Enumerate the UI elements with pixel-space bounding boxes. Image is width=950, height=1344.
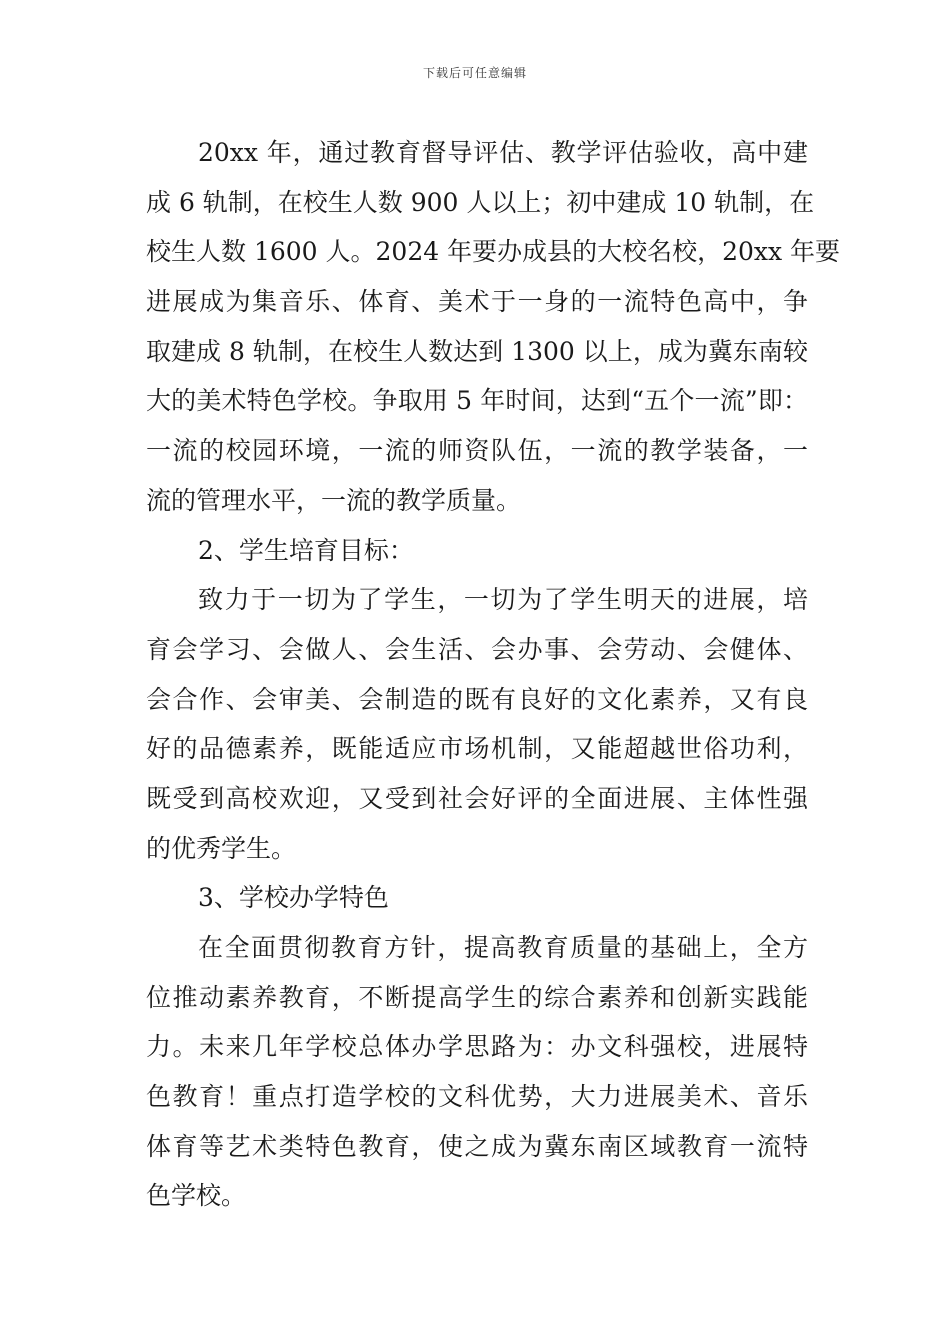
section-heading: 3、学校办学特色 <box>198 883 389 913</box>
text-line: 体育等艺术类特色教育，使之成为冀东南区域教育一流特 <box>146 1131 808 1161</box>
text-line: 会合作、会审美、会制造的既有良好的文化素养，又有良 <box>146 684 808 714</box>
text-line: 位推动素养教育，不断提高学生的综合素养和创新实践能 <box>146 982 808 1012</box>
text-line: 进展成为集音乐、体育、美术于一身的一流特色高中，争 <box>146 287 808 317</box>
text-line: 成 6 轨制，在校生人数 900 人以上；初中建成 10 轨制，在 <box>146 187 815 217</box>
text-line: 既受到高校欢迎，又受到社会好评的全面进展、主体性强 <box>146 783 808 813</box>
text-line: 大的美术特色学校。争取用 5 年时间，达到“五个一流”即： <box>146 386 808 416</box>
page-header-note: 下载后可任意编辑 <box>422 66 527 80</box>
section-heading: 2、学生培育目标： <box>198 535 414 565</box>
text-line: 校生人数 1600 人。2024 年要办成县的大校名校，20xx 年要 <box>146 237 841 267</box>
document-body <box>146 128 841 1221</box>
text-line: 在全面贯彻教育方针，提高教育质量的基础上，全方 <box>198 933 808 962</box>
text-line: 的优秀学生。 <box>146 833 297 863</box>
text-line: 致力于一切为了学生，一切为了学生明天的进展，培 <box>198 585 808 615</box>
text-line: 育会学习、会做人、会生活、会办事、会劳动、会健体、 <box>146 634 808 664</box>
text-line: 取建成 8 轨制，在校生人数达到 1300 以上，成为冀东南较 <box>146 336 808 366</box>
text-line: 色教育！重点打造学校的文科优势，大力进展美术、音乐 <box>146 1082 808 1112</box>
text-line: 色学校。 <box>146 1181 247 1211</box>
text-line: 一流的校园环境，一流的师资队伍，一流的教学装备，一 <box>146 436 808 466</box>
text-line: 流的管理水平，一流的教学质量。 <box>146 485 522 515</box>
text-line: 力。未来几年学校总体办学思路为：办文科强校，进展特 <box>146 1032 808 1062</box>
text-line: 20xx 年，通过教育督导评估、教学评估验收，高中建 <box>198 138 808 167</box>
text-line: 好的品德素养，既能适应市场机制，又能超越世俗功利， <box>146 734 808 764</box>
